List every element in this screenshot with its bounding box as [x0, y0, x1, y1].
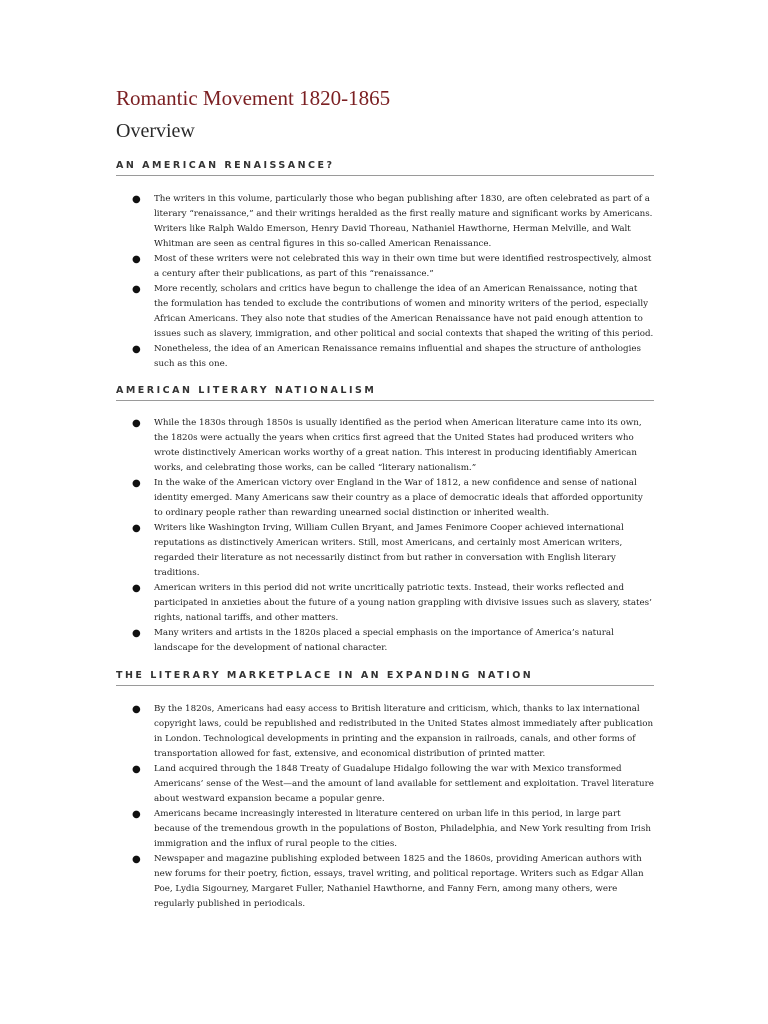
- bullet-icon: ●: [132, 809, 141, 820]
- list-item: [116, 762, 654, 807]
- bullet-list: [116, 192, 654, 372]
- list-item-text: Newspaper and magazine publishing exploded between 1825 and the 1860s, providing American authors with new forums for their poetry, fiction, essays, travel writing, and political reportage. Writers such as Edgar Allan Poe, Lydia Sigourney, Margaret Fuller, Nathaniel Hawthorne, and Fanny Fern, among many others, were regularly published in periodicals.: [154, 854, 644, 909]
- section-american-literary-nationalism: [116, 385, 654, 656]
- list-item: [116, 626, 654, 656]
- list-item-text: More recently, scholars and critics have begun to challenge the idea of an American Renaissance, noting that the formulation has tended to exclude the contributions of women and minority writers of the period, especially African Americans. They also note that studies of the American Renaissance have not paid enough attention to issues such as slavery, immigration, and other political and social contexts that shaped the writing of this period.: [154, 284, 654, 339]
- section-heading: AMERICAN LITERARY NATIONALISM: [116, 385, 654, 401]
- list-item: [116, 282, 654, 342]
- list-item: [116, 192, 654, 252]
- list-item: [116, 521, 654, 581]
- section-heading: THE LITERARY MARKETPLACE IN AN EXPANDING NATION: [116, 670, 654, 686]
- list-item-text: Most of these writers were not celebrated this way in their own time but were identified restrospectively, almost a century after their publications, as part of this “renaissance.”: [154, 254, 652, 279]
- list-item: [116, 581, 654, 626]
- list-item-text: Writers like Washington Irving, William Cullen Bryant, and James Fenimore Cooper achieved international reputations as distinctively American writers. Still, most Americans, and certainly most American writers, regarded their literature as not necessarily distinct from but rather in conversation with English literary traditions.: [154, 523, 624, 578]
- list-item: [116, 252, 654, 282]
- bullet-icon: ●: [132, 523, 141, 534]
- list-item-text: By the 1820s, Americans had easy access to British literature and criticism, which, thanks to lax international copyright laws, could be republished and redistributed in the United States almost immediately after publication in London. Technological developments in printing and the expansion in railroads, canals, and other forms of transportation allowed for fast, extensive, and economical distribution of printed matter.: [154, 704, 654, 759]
- list-item: [116, 416, 654, 476]
- bullet-icon: ●: [132, 704, 141, 715]
- bullet-list: [116, 702, 654, 912]
- list-item-text: While the 1830s through 1850s is usually identified as the period when American literature came into its own, the 1820s were actually the years when critics first agreed that the United States had produced writers who wrote distinctively American works worthy of a great nation. This interest in producing identifiably American works, and celebrating those works, can be called “literary nationalism.”: [154, 418, 642, 473]
- list-item-text: The writers in this volume, particularly those who began publishing after 1830, are often celebrated as part of a literary “renaissance,” and their writings heralded as the first really mature and significant works by Americans. Writers like Ralph Waldo Emerson, Henry David Thoreau, Nathaniel Hawthorne, Herman Melville, and Walt Whitman are seen as central figures in this so-called American Renaissance.: [154, 194, 653, 249]
- section-heading: AN AMERICAN RENAISSANCE?: [116, 160, 654, 176]
- bullet-icon: ●: [132, 194, 141, 205]
- list-item-text: American writers in this period did not write uncritically patriotic texts. Instead, their works reflected and participated in anxieties about the future of a young nation grappling with divisive issues such as slavery, states’ rights, national tariffs, and other matters.: [154, 583, 652, 623]
- bullet-icon: ●: [132, 418, 141, 429]
- bullet-icon: ●: [132, 478, 141, 489]
- bullet-list: [116, 416, 654, 656]
- bullet-icon: ●: [132, 583, 141, 594]
- list-item-text: In the wake of the American victory over England in the War of 1812, a new confidence and sense of national identity emerged. Many Americans saw their country as a place of democratic ideals that afforded opportunity to ordinary people rather than rewarding unearned social distinction or inherited wealth.: [154, 478, 643, 518]
- list-item: [116, 476, 654, 521]
- bullet-icon: ●: [132, 254, 141, 265]
- document-subtitle: Overview: [116, 120, 195, 142]
- bullet-icon: ●: [132, 344, 141, 355]
- bullet-icon: ●: [132, 284, 141, 295]
- bullet-icon: ●: [132, 854, 141, 865]
- bullet-icon: ●: [132, 764, 141, 775]
- list-item: [116, 807, 654, 852]
- list-item: [116, 852, 654, 912]
- list-item: [116, 702, 654, 762]
- bullet-icon: ●: [132, 628, 141, 639]
- document-title: Romantic Movement 1820-1865: [116, 86, 391, 110]
- list-item-text: Land acquired through the 1848 Treaty of Guadalupe Hidalgo following the war with Mexico transformed Americans’ sense of the West—and the amount of land available for settlement and exploitation. Travel literature about westward expansion became a popular genre.: [154, 764, 654, 804]
- list-item-text: Nonetheless, the idea of an American Renaissance remains influential and shapes the structure of anthologies such as this one.: [154, 344, 641, 369]
- section-american-renaissance: [116, 160, 654, 372]
- list-item: [116, 342, 654, 372]
- list-item-text: Many writers and artists in the 1820s placed a special emphasis on the importance of America’s natural landscape for the development of national character.: [154, 628, 614, 653]
- list-item-text: Americans became increasingly interested in literature centered on urban life in this period, in large part because of the tremendous growth in the populations of Boston, Philadelphia, and New York resulting from Irish immigration and the influx of rural people to the cities.: [154, 809, 652, 849]
- section-literary-marketplace: [116, 670, 654, 912]
